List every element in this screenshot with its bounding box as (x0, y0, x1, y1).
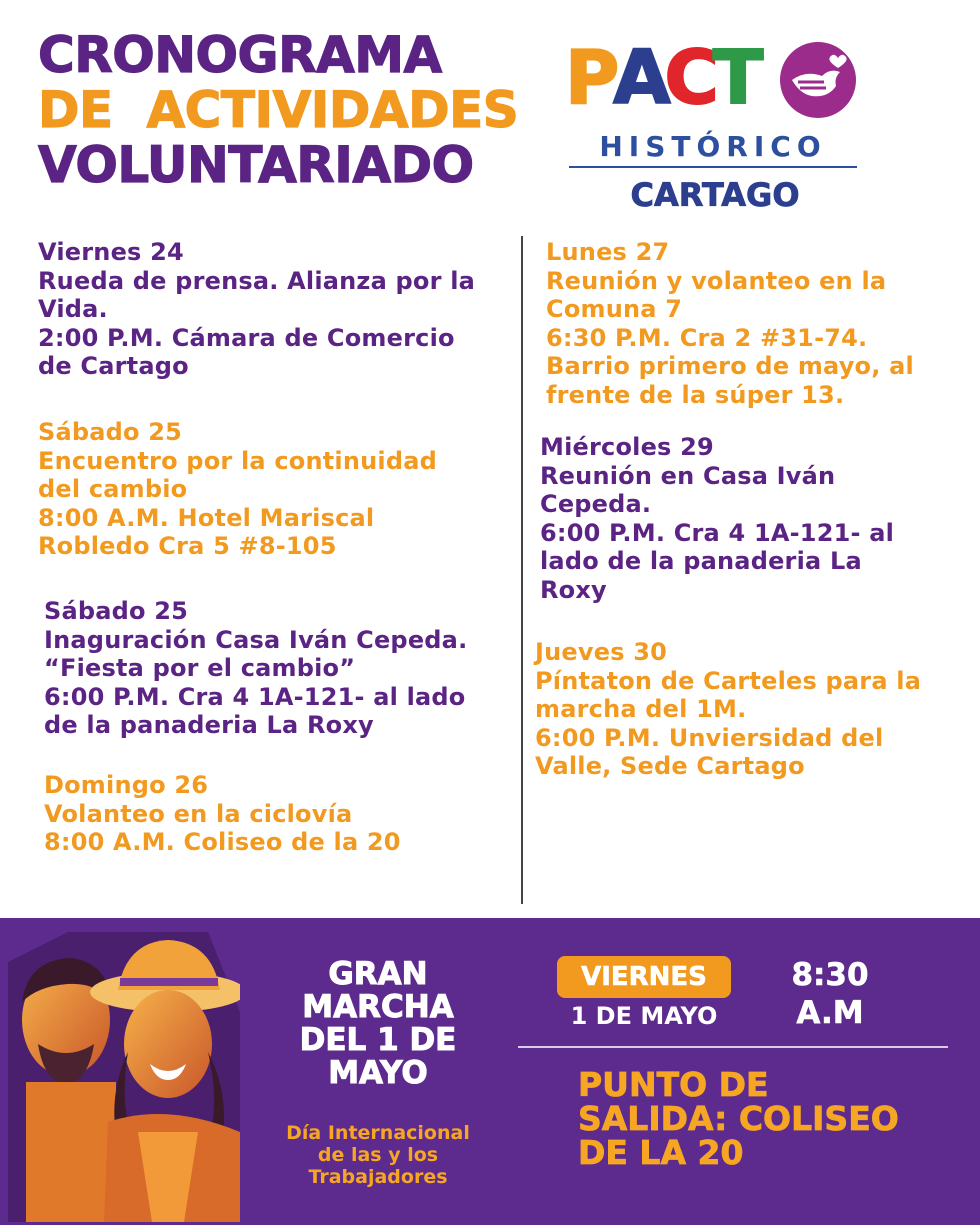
event-line: Píntaton de Carteles para la (535, 666, 922, 695)
march-title-line: GRAN (328, 956, 428, 992)
march-title-line: MARCHA (302, 989, 454, 1025)
dove-heart-icon (778, 40, 858, 120)
event-day: Sábado 25 (44, 597, 189, 625)
event-day: Lunes 27 (546, 238, 670, 266)
event-line: frente de la súper 13. (546, 380, 845, 409)
time-line: 8:30 (791, 957, 869, 993)
march-banner (0, 918, 980, 1225)
logo-city: CARTAGO (630, 176, 800, 214)
event-line: de Cartago (38, 352, 189, 380)
event-line: 8:00 A.M. Hotel Mariscal (38, 503, 375, 532)
pacto-historico-logo (565, 35, 865, 218)
march-date: 1 DE MAYO (570, 1002, 718, 1030)
banner-separator (518, 1046, 948, 1048)
event-line: 6:00 P.M. Cra 4 1A-121- al (540, 518, 895, 547)
event-line: 2:00 P.M. Cámara de Comercio (38, 323, 455, 352)
event-line: 6:30 P.M. Cra 2 #31-74. (546, 323, 868, 352)
event-line: “Fiesta por el cambio” (44, 654, 356, 682)
event-line: 6:00 P.M. Cra 4 1A-121- al lado (44, 682, 466, 711)
column-divider (521, 236, 523, 904)
event-line: Vida. (38, 295, 108, 323)
event-day: Domingo 26 (44, 771, 209, 799)
event-day: Miércoles 29 (540, 433, 714, 461)
event-day: Viernes 24 (38, 238, 184, 266)
time-line: A.M (796, 995, 864, 1031)
event-day: Sábado 25 (38, 418, 183, 446)
event-line: Barrio primero de mayo, al (546, 352, 914, 380)
event-line: Cepeda. (540, 490, 652, 518)
logo-subtitle: HISTÓRICO (569, 130, 857, 168)
event-line: Reunión y volanteo en la (546, 266, 887, 295)
event-miercoles-29 (540, 433, 894, 604)
event-day: Jueves 30 (535, 638, 668, 666)
logo-letter-c: C (664, 35, 713, 121)
event-line: 6:00 P.M. Unviersidad del (535, 723, 884, 752)
portrait-illustration (8, 932, 240, 1222)
march-subtitle-line: Trabajadores (308, 1166, 448, 1188)
title-line-2: DE ACTIVIDADES (38, 81, 519, 139)
title-line-3: VOLUNTARIADO (38, 136, 474, 194)
meeting-line: PUNTO DE (578, 1065, 769, 1104)
event-line: Volanteo en la ciclovía (44, 799, 353, 828)
march-subtitle-line: de las y los (317, 1144, 439, 1166)
page-title (38, 28, 518, 193)
event-line: de la panaderia La Roxy (44, 711, 374, 739)
event-line: Inaguración Casa Iván Cepeda. (44, 625, 468, 654)
meeting-line: DE LA 20 (578, 1133, 744, 1172)
event-lunes-27 (546, 238, 914, 409)
event-line: Encuentro por la continuidad (38, 446, 437, 475)
event-line: Reunión en Casa Iván (540, 461, 836, 490)
day-badge: VIERNES (557, 956, 731, 998)
march-title (280, 958, 476, 1090)
march-time (770, 956, 890, 1032)
event-line: Roxy (540, 575, 607, 604)
march-subtitle (262, 1122, 494, 1188)
march-subtitle-line: Día Internacional (286, 1122, 470, 1144)
event-line: 8:00 A.M. Coliseo de la 20 (44, 828, 401, 856)
logo-letter-a: A (613, 35, 665, 121)
meeting-point (578, 1065, 968, 1172)
event-line: del cambio (38, 475, 188, 503)
meeting-line: SALIDA: COLISEO (578, 1099, 899, 1138)
logo-letter-p: P (565, 35, 614, 121)
title-line-1: CRONOGRAMA (38, 26, 442, 84)
event-jueves-30 (535, 638, 921, 781)
event-line: Robledo Cra 5 #8-105 (38, 532, 337, 560)
event-line: Comuna 7 (546, 295, 683, 323)
event-viernes-24 (38, 238, 475, 381)
march-title-line: DEL 1 DE (299, 1022, 457, 1058)
event-line: Valle, Sede Cartago (535, 752, 805, 780)
event-line: marcha del 1M. (535, 695, 747, 723)
event-line: lado de la panaderia La (540, 547, 862, 575)
march-title-line: MAYO (328, 1055, 428, 1091)
event-sabado-25-inauguracion (44, 597, 467, 740)
event-domingo-26 (44, 771, 401, 857)
logo-wordmark (565, 35, 758, 121)
event-line: Rueda de prensa. Alianza por la (38, 266, 476, 295)
event-sabado-25-encuentro (38, 418, 437, 561)
logo-letter-t: T (712, 35, 758, 121)
